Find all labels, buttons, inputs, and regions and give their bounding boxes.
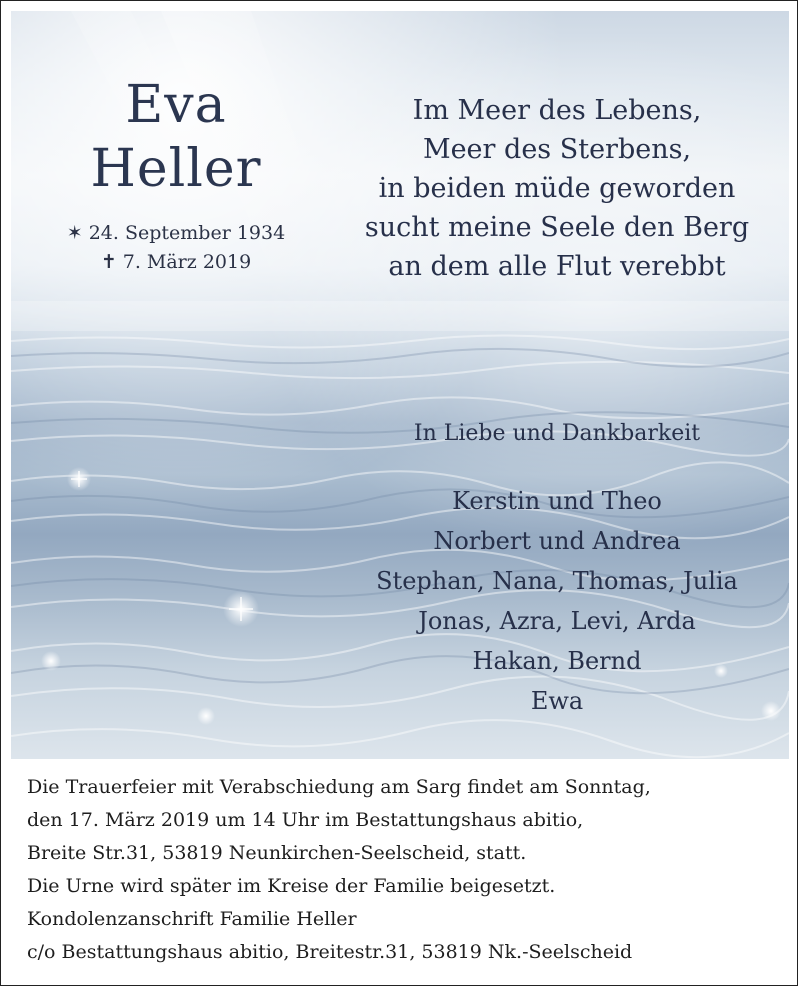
poem-line: Im Meer des Lebens, — [412, 95, 702, 126]
poem-line: an dem alle Flut verebbt — [388, 251, 726, 282]
family-member-line: Norbert und Andrea — [433, 527, 681, 555]
life-dates — [51, 219, 301, 277]
info-line: c/o Bestattungshaus abitio, Breitestr.31, 53819 Nk.-Seelscheid — [27, 941, 633, 963]
birth-date-line — [51, 219, 301, 248]
thanks-line: In Liebe und Dankbarkeit — [413, 421, 701, 446]
birth-date: 24. September 1934 — [88, 222, 286, 244]
family-member-line: Hakan, Bernd — [472, 647, 642, 675]
birth-star-icon: ✶ — [66, 222, 83, 244]
first-name: Eva — [125, 75, 227, 135]
info-line: Die Trauerfeier mit Verabschiedung am Sarg findet am Sonntag, — [27, 776, 651, 798]
family-member-line: Kerstin und Theo — [452, 487, 662, 515]
info-line: Kondolenzanschrift Familie Heller — [27, 908, 357, 930]
deceased-name-block — [51, 73, 301, 277]
death-cross-icon: ✝ — [100, 251, 117, 273]
poem-line: sucht meine Seele den Berg — [364, 212, 750, 243]
family-member-line: Ewa — [530, 687, 584, 715]
info-line: Breite Str.31, 53819 Neunkirchen-Seelscheid, statt. — [27, 842, 527, 864]
funeral-information — [27, 771, 777, 969]
death-date-line — [51, 248, 301, 277]
family-list — [331, 481, 783, 721]
death-date: 7. März 2019 — [122, 251, 252, 273]
info-line: den 17. März 2019 um 14 Uhr im Bestattungshaus abitio, — [27, 809, 584, 831]
poem-line: Meer des Sterbens, — [422, 134, 692, 165]
notice-text-layer — [11, 11, 789, 759]
sea-background-image — [11, 11, 789, 759]
poem-verse — [331, 91, 783, 286]
last-name: Heller — [90, 139, 262, 199]
poem-line: in beiden müde geworden — [378, 173, 736, 204]
family-member-line: Jonas, Azra, Levi, Arda — [418, 607, 696, 635]
info-line: Die Urne wird später im Kreise der Familie beigesetzt. — [27, 875, 556, 897]
family-member-line: Stephan, Nana, Thomas, Julia — [376, 567, 738, 595]
